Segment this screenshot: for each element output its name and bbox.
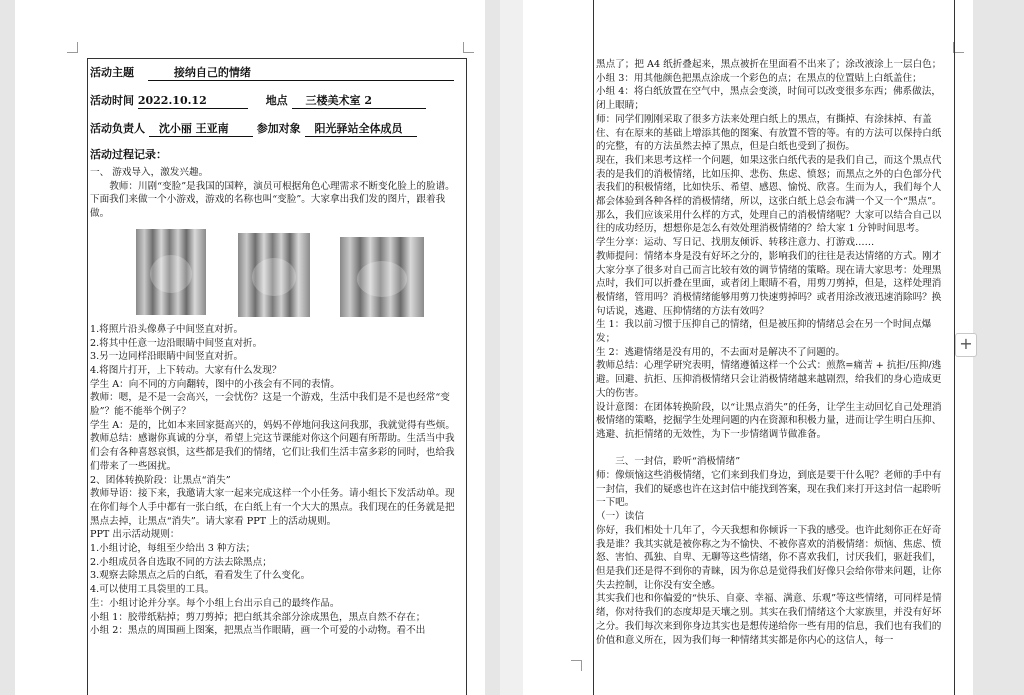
paragraph: 生：小组讨论并分享。每个小组上台出示自己的最终作品。 [90,597,340,609]
paragraph: 小组 2：黑点的周围画上图案，把黑点当作眼睛，画一个可爱的小动物。看不出 [90,625,426,637]
paragraph: 设计意图：在团体转换阶段，以“让黑点消失”的任务，让学生主动回忆自己处理消极情绪的策略，挖掘学生处理问题的内在资源和积极力量，进而让学生明白压抑、逃避、抗拒情绪的无效性，为下一步情绪调节做准备。 [596,401,942,440]
place-value: 三楼美术室 2 [292,94,426,109]
paragraph: 4.可以使用工具袋里的工具。 [90,584,215,596]
paragraph: PPT 出示活动规则： [90,529,180,541]
crop-mark [67,42,78,53]
leader-row [90,118,461,140]
paragraph: 教师：嗯，是不是一会高兴，一会忧伤？这是一个游戏，生活中我们是不是也经常“变脸”？能不能举个例子？ [90,392,450,418]
paragraph: 现在，我们来思考这样一个问题，如果这张白纸代表的是我们自己，而这个黑点代表的是我们的消极情绪，比如压抑、悲伤、焦虑、愤怒；而黑点之外的白色部分代表我们的积极情绪，比如快乐、希望、感恩、愉悦、欣喜。生而为人，我们每个人都会体验到各种各样的消极情绪，所以，这张白纸上总会布满一个又一个“黑点”。那么，我们应该采用什么样的方式，处理自己的消极情绪呢？大家可以结合自己以往的成功经历，想想你是怎么有效处理消极情绪的？给大家 1 分钟时间思考。 [596,154,942,235]
document-page-1 [15,0,485,695]
paragraph: 学生 A：向不同的方向翻转，图中的小孩会有不同的表情。 [90,378,340,390]
paragraph: 2.小组成员各自选取不同的方法去除黑点； [90,556,272,568]
paragraph: 师：像烦恼这些消极情绪，它们来到我们身边，到底是要干什么呢？老师的手中有一封信，我们的疑惑也许在这封信中能找到答案，现在我们来打开这封信一起聆听一下吧。 [596,470,942,509]
page-gap [500,0,524,695]
document-page-2 [523,0,973,695]
paragraph: 师：同学们刚刚采取了很多方法来处理白纸上的黑点，有撕掉、有涂抹掉、有盖住、有在原来的基础上增添其他的图案、有放置不管的等。有的方法可以保持白纸的完整，有的方法虽然去掉了黑点，但是白纸也受到了损伤。 [596,113,942,153]
theme-value: 接纳自己的情绪 [148,66,454,81]
face-photo [238,233,310,317]
section-1-title: 一、 游戏导入，激发兴趣。 [90,167,209,178]
paragraph: 教师总结：心理学研究表明，情绪遵循这样一个公式：煎熬=痛苦 + 抗拒/压抑/逃避。回避、抗拒、压抑消极情绪只会让消极情绪越来越剧烈，给我们的身心造成更大的伤害。 [596,360,942,399]
paragraph: 小组 4：将白纸放置在空气中，黑点会变淡，时间可以改变很多东西；佛系做法，闭上眼睛； [596,86,941,112]
paragraph: 教师总结：感谢你真诚的分享，希望上完这节课能对你这个问题有所帮助。生活当中我们会有各种喜怒哀惧，这些都是我们的情绪，它们让我们生活丰富多彩的同时，也给我们带来了一些困扰。 [90,433,455,472]
paragraph: 生 1：我以前习惯于压抑自己的情绪，但是被压抑的情绪总会在另一个时间点爆发； [596,319,932,345]
paragraph: 学生分享：运动、写日记、找朋友倾诉、转移注意力、打游戏…… [596,237,875,249]
face-photo [340,237,424,317]
paragraph: 4.将图片打开，上下转动。大家有什么发现？ [90,364,282,376]
paragraph: 你好，我们相处十几年了，今天我想和你倾诉一下我的感受。也许此刻你正在好奇我是谁？我其实就是被你称之为不愉快、不被你喜欢的消极情绪：烦恼、焦虑、愤怒、害怕、孤独、自卑、无聊等这些情绪，你不喜欢我们，讨厌我们，驱赶我们，但是我们还是得不到你的青睐，因为你总是觉得我们好像只会给你带来问题，让你失去控制，让你没有安全感。 [596,524,942,591]
crop-mark [571,660,582,671]
leader-label: 活动负责人 [90,122,145,135]
section-3-title: 三、一封信，聆听“消极情绪” [615,456,741,468]
paragraph: 教师：川剧“变脸”是我国的国粹，演员可根据角色心理需求不断变化脸上的脸谱。下面我们来做一个小游戏，游戏的名称也叫“变脸”。大家拿出我们发的图片，跟着我做。 [90,180,455,220]
paragraph: 其实我们也和你偏爱的“快乐、自豪、幸福、满意、乐观”等这些情绪，可同样是情绪，你对待我们的态度却是天壤之别。其实在我们情绪这个大家族里，并没有好坏之分。我们每次来到你身边其实也是想传递给你一些有用的信息，我们也有我们的价值和意义所在，因为我们每一种情绪其实都是你内心的这信人，每一 [596,593,942,646]
add-button[interactable]: + [955,333,977,357]
section-2-title: 2、团体转换阶段：让黑点“消失” [90,474,231,486]
face-photo [136,229,206,315]
paragraph: 1.小组讨论，每组至少给出 3 种方法； [90,543,256,555]
paragraph: 黑点了；把 A4 纸折叠起来，黑点被折在里面看不出来了；涂改液涂上一层白色； [596,59,942,70]
paragraph: 教师导语：接下来，我邀请大家一起来完成这样一个小任务。请小组长下发活动单。现在你们每个人手中都有一张白纸，在白纸上有一个大大的黑点。我们现在的任务就是把黑点去掉，让黑点“消失”。请大家看 PPT 上的活动规则。 [90,488,455,527]
record-title: 活动过程记录： [90,148,167,161]
theme-row [90,62,461,84]
time-value: 2022.10.12 [138,94,248,109]
paragraph: 学生 A：是的，比如本来回家挺高兴的，妈妈不停地问我这问我那，我就觉得有些烦。 [90,419,455,431]
paragraph: 生 2：逃避情绪是没有用的，不去面对是解决不了问题的。 [596,346,845,358]
subsection-title: （一）读信 [596,511,644,523]
page-1-content [90,62,461,638]
paragraph: 3.另一边同样沿眼睛中间竖直对折。 [90,351,244,363]
paragraph: 3.观察去除黑点之后的白纸，看看发生了什么变化。 [90,570,311,582]
page-2-content [596,58,950,647]
leader-value: 沈小丽 王亚南 [149,122,253,137]
paragraph: 小组 1：胶带纸粘掉；剪刀剪掉；把白纸其余部分涂成黑色，黑点自然不存在； [90,611,426,623]
paragraph: 2.将其中任意一边沿眼睛中间竖直对折。 [90,337,263,349]
face-images [90,223,461,321]
paragraph: 教师提问：情绪本身是没有好坏之分的，影响我们的往往是表达情绪的方式。刚才大家分享了很多对自己而言比较有效的调节情绪的策略。现在请大家思考：处理黑点时，我们可以折叠在里面，或者闭上眼睛不看，用剪刀剪掉，但是，这样处理消极情绪，管用吗？消极情绪能够用剪刀快速剪掉吗？或者用涂改液迅速消除吗？换句话说，逃避、压抑情绪的方法有效吗？ [596,250,942,317]
place-label: 地点 [265,94,288,107]
time-row [90,90,461,112]
theme-label: 活动主题 [90,66,134,79]
participants-label: 参加对象 [256,122,301,135]
time-label: 活动时间 [90,94,134,107]
paragraph: 1.将照片沿头像鼻子中间竖直对折。 [90,323,244,335]
crop-mark [463,42,474,53]
participants-value: 阳光驿站全体成员 [305,122,417,137]
paragraph: 小组 3：用其他颜色把黑点涂成一个彩色的点；在黑点的位置贴上白纸盖住； [596,72,922,84]
